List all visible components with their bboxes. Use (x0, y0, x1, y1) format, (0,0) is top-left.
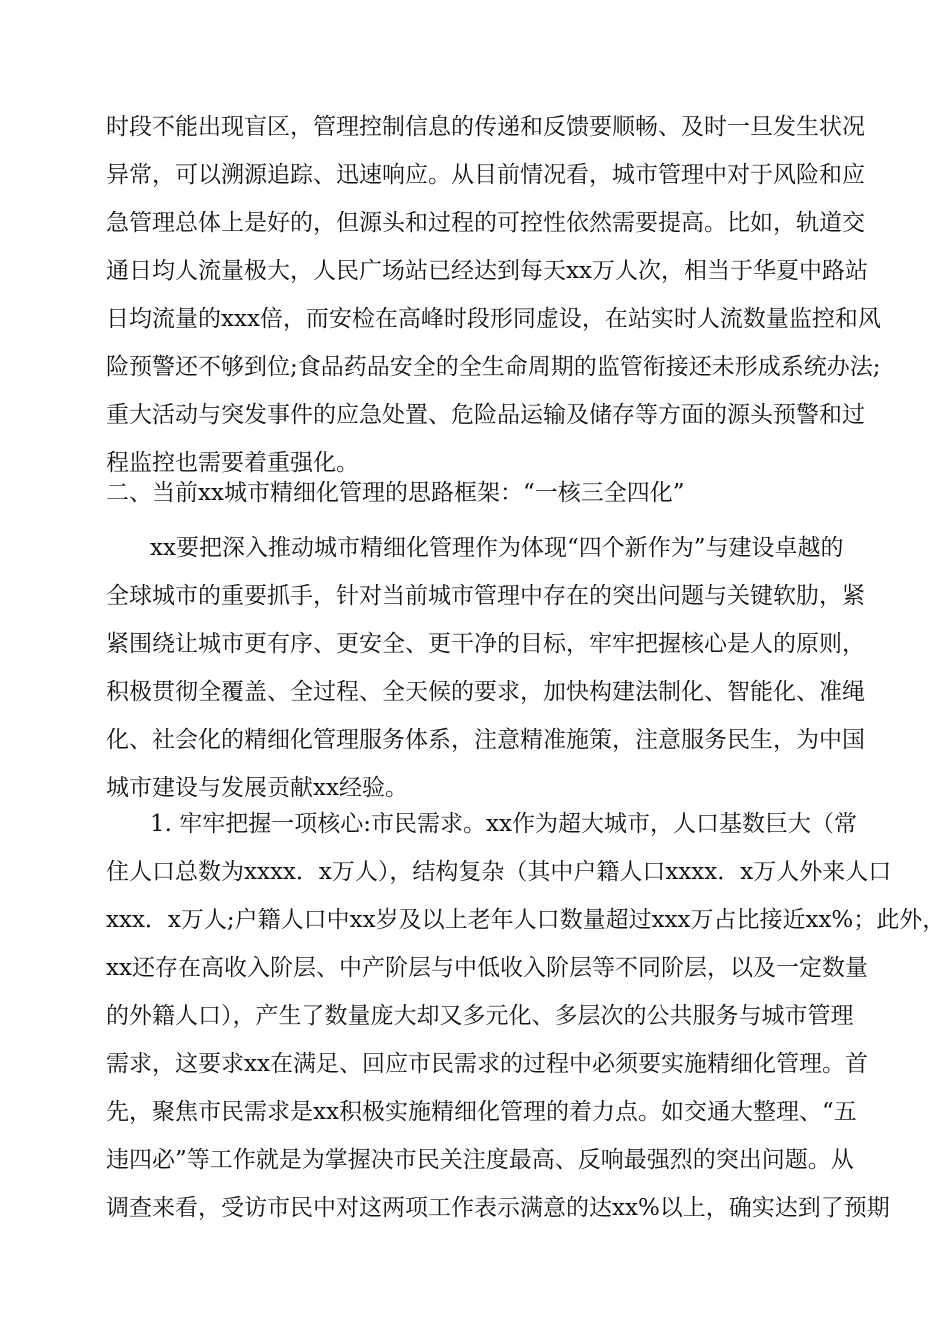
text-line: 积极贯彻全覆盖、全过程、全天候的要求，加快构建法制化、智能化、准绳 (106, 679, 865, 705)
text-line: 1. 牢牢把握一项核心:市民需求。xx作为超大城市，人口基数巨大（常 (150, 811, 857, 837)
paragraph-framework (106, 524, 866, 812)
paragraph-risk-management (106, 103, 881, 487)
paragraph-citizen-needs (106, 800, 946, 1232)
text-line: 急管理总体上是好的，但源头和过程的可控性依然需要提高。比如，轨道交 (106, 210, 865, 236)
text-line: 住人口总数为xxxx．x万人），结构复杂（其中户籍人口xxxx．x万人外来人口 (106, 859, 892, 885)
text-line: 化、社会化的精细化管理服务体系，注意精准施策，注意服务民生，为中国 (106, 727, 865, 753)
text-line: 程监控也需要着重强化。 (106, 450, 359, 476)
text-line: 调查来看，受访市民中对这两项工作表示满意的达xx%以上，确实达到了预期 (106, 1195, 890, 1221)
text-line: 异常，可以溯源追踪、迅速响应。从目前情况看，城市管理中对于风险和应 (106, 162, 865, 188)
text-line: 险预警还不够到位;食品药品安全的全生命周期的监管衔接还未形成系统办法; (106, 354, 881, 380)
text-line: 重大活动与突发事件的应急处置、危险品运输及储存等方面的源头预警和过 (106, 402, 865, 428)
text-line: 城市建设与发展贡献xx经验。 (106, 775, 408, 801)
text-line: 紧围绕让城市更有序、更安全、更干净的目标，牢牢把握核心是人的原则， (106, 631, 865, 657)
section-heading-text: 二、当前xx城市精细化管理的思路框架：“一核三全四化” (106, 480, 685, 506)
text-line: 需求，这要求xx在满足、回应市民需求的过程中必须要实施精细化管理。首 (106, 1051, 868, 1077)
text-line: 违四必”等工作就是为掌握决市民关注度最高、反响最强烈的突出问题。从 (106, 1147, 854, 1173)
section-heading (106, 469, 866, 517)
text-line: xx要把深入推动城市精细化管理作为体现“四个新作为”与建设卓越的 (150, 535, 844, 561)
text-line: 全球城市的重要抓手，针对当前城市管理中存在的突出问题与关键软肋，紧 (106, 583, 865, 609)
text-line: 先，聚焦市民需求是xx积极实施精细化管理的着力点。如交通大整理、“五 (106, 1099, 857, 1125)
text-line: 时段不能出现盲区，管理控制信息的传递和反馈要顺畅、及时一旦发生状况 (106, 114, 865, 140)
text-line: 通日均人流量极大，人民广场站已经达到每天xx万人次，相当于华夏中路站 (106, 258, 868, 284)
text-line: xxx．x万人;户籍人口中xx岁及以上老年人口数量超过xxx万占比接近xx%；此外， (106, 907, 946, 933)
text-line: xx还存在高收入阶层、中产阶层与中低收入阶层等不同阶层，以及一定数量 (106, 955, 868, 981)
text-line: 日均流量的xxx倍，而安检在高峰时段形同虚设，在站实时人流数量监控和风 (106, 306, 881, 332)
text-line: 的外籍人口），产生了数量庞大却又多元化、多层次的公共服务与城市管理 (106, 1003, 854, 1029)
